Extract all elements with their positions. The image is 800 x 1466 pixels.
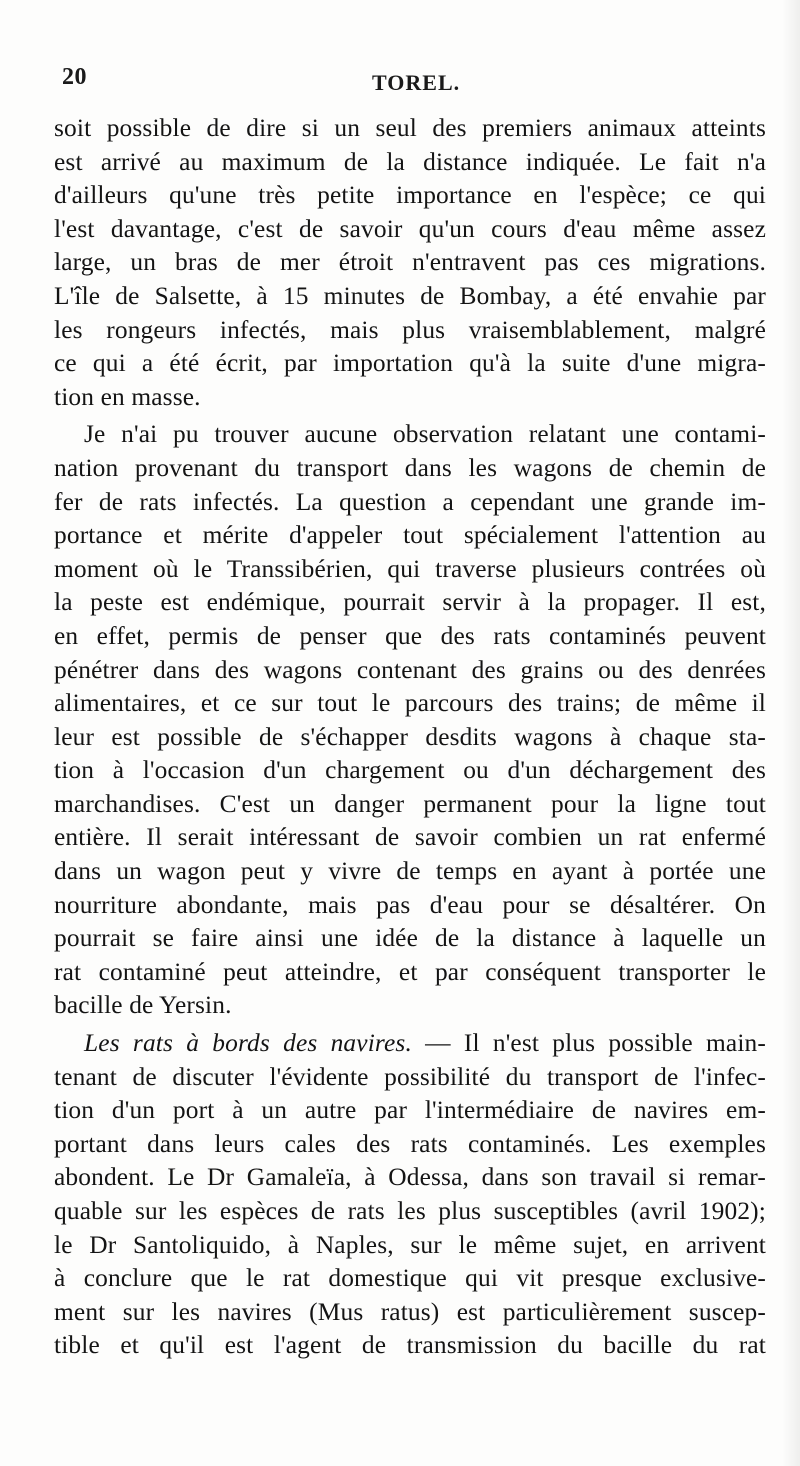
paragraph-2 [54, 418, 766, 1023]
text-line: rat contaminé peut atteindre, et par conséquent transporter le [54, 957, 766, 986]
text-line: tible et qu'il est l'agent de transmission du bacille du rat [54, 1331, 766, 1360]
text-line: entière. Il serait intéressant de savoir combien un rat enfermé [54, 823, 766, 852]
text-line: leur est possible de s'échapper desdits wagons à chaque sta- [54, 722, 766, 751]
running-head: TOREL. [372, 70, 461, 95]
text-line: pourrait se faire ainsi une idée de la distance à laquelle un [54, 924, 766, 953]
page-number: 20 [62, 64, 87, 90]
text-line: Je n'ai pu trouver aucune observation relatant une contami- [84, 420, 766, 449]
text-line: abondent. Le Dr Gamaleïa, à Odessa, dans son travail si remar- [54, 1163, 766, 1192]
text-line: tenant de discuter l'évidente possibilité du transport de l'infec- [54, 1062, 766, 1091]
paragraph-3 [54, 1027, 766, 1363]
text-line: L'île de Salsette, à 15 minutes de Bombay, a été envahie par [54, 281, 766, 310]
text-line: à conclure que le rat domestique qui vit presque exclusive- [54, 1264, 766, 1293]
section-heading-italic: Les rats à bords des navires. [84, 1029, 412, 1058]
text-line: portant dans leurs cales des rats contaminés. Les exemples [54, 1129, 766, 1158]
page-edge-shadow [782, 0, 800, 1466]
text-line: nation provenant du transport dans les wagons de chemin de [54, 453, 766, 482]
text-line: moment où le Transsibérien, qui traverse plusieurs contrées où [54, 554, 766, 583]
text-line: bacille de Yersin. [54, 991, 232, 1020]
text-line: quable sur les espèces de rats les plus susceptibles (avril 1902); [54, 1197, 766, 1225]
text-line: tion à l'occasion d'un chargement ou d'un déchargement des [54, 756, 766, 785]
section-lead-rest: — Il n'est plus possible main- [411, 1029, 766, 1058]
text-line: tion en masse. [54, 382, 201, 411]
text-line: portance et mérite d'appeler tout spécialement l'attention au [54, 521, 766, 550]
section-lead-line [54, 1027, 766, 1061]
text-line: d'ailleurs qu'une très petite importance en l'espèce; ce qui [54, 181, 766, 210]
text-line: pénétrer dans des wagons contenant des grains ou des denrées [54, 655, 766, 684]
paragraph-1 [54, 112, 766, 414]
text-line: est arrivé au maximum de la distance indiquée. Le fait n'a [54, 147, 766, 176]
text-line: large, un bras de mer étroit n'entravent pas ces migrations. [54, 248, 766, 277]
text-line: alimentaires, et ce sur tout le parcours des trains; de même il [54, 689, 766, 718]
page-header [62, 64, 762, 104]
text-line: soit possible de dire si un seul des premiers animaux atteints [54, 114, 766, 142]
text-line: ment sur les navires (Mus ratus) est particulièrement suscep- [54, 1297, 766, 1326]
text-line: fer de rats infectés. La question a cependant une grande im- [54, 487, 766, 516]
text-line: tion d'un port à un autre par l'intermédiaire de navires em- [54, 1096, 766, 1125]
text-line: dans un wagon peut y vivre de temps en ayant à portée une [54, 857, 766, 886]
text-line: la peste est endémique, pourrait servir à la propager. Il est, [54, 588, 766, 617]
text-line: en effet, permis de penser que des rats contaminés peuvent [54, 621, 766, 650]
text-line: nourriture abondante, mais pas d'eau pour se désaltérer. On [54, 890, 766, 919]
text-line: le Dr Santoliquido, à Naples, sur le même sujet, en arrivent [54, 1230, 766, 1259]
text-line: marchandises. C'est un danger permanent pour la ligne tout [54, 789, 766, 818]
text-line: l'est davantage, c'est de savoir qu'un cours d'eau même assez [54, 214, 766, 243]
text-line: les rongeurs infectés, mais plus vraisemblablement, malgré [54, 315, 766, 344]
body-text [54, 112, 766, 1363]
text-line: ce qui a été écrit, par importation qu'à la suite d'une migra- [54, 349, 766, 378]
